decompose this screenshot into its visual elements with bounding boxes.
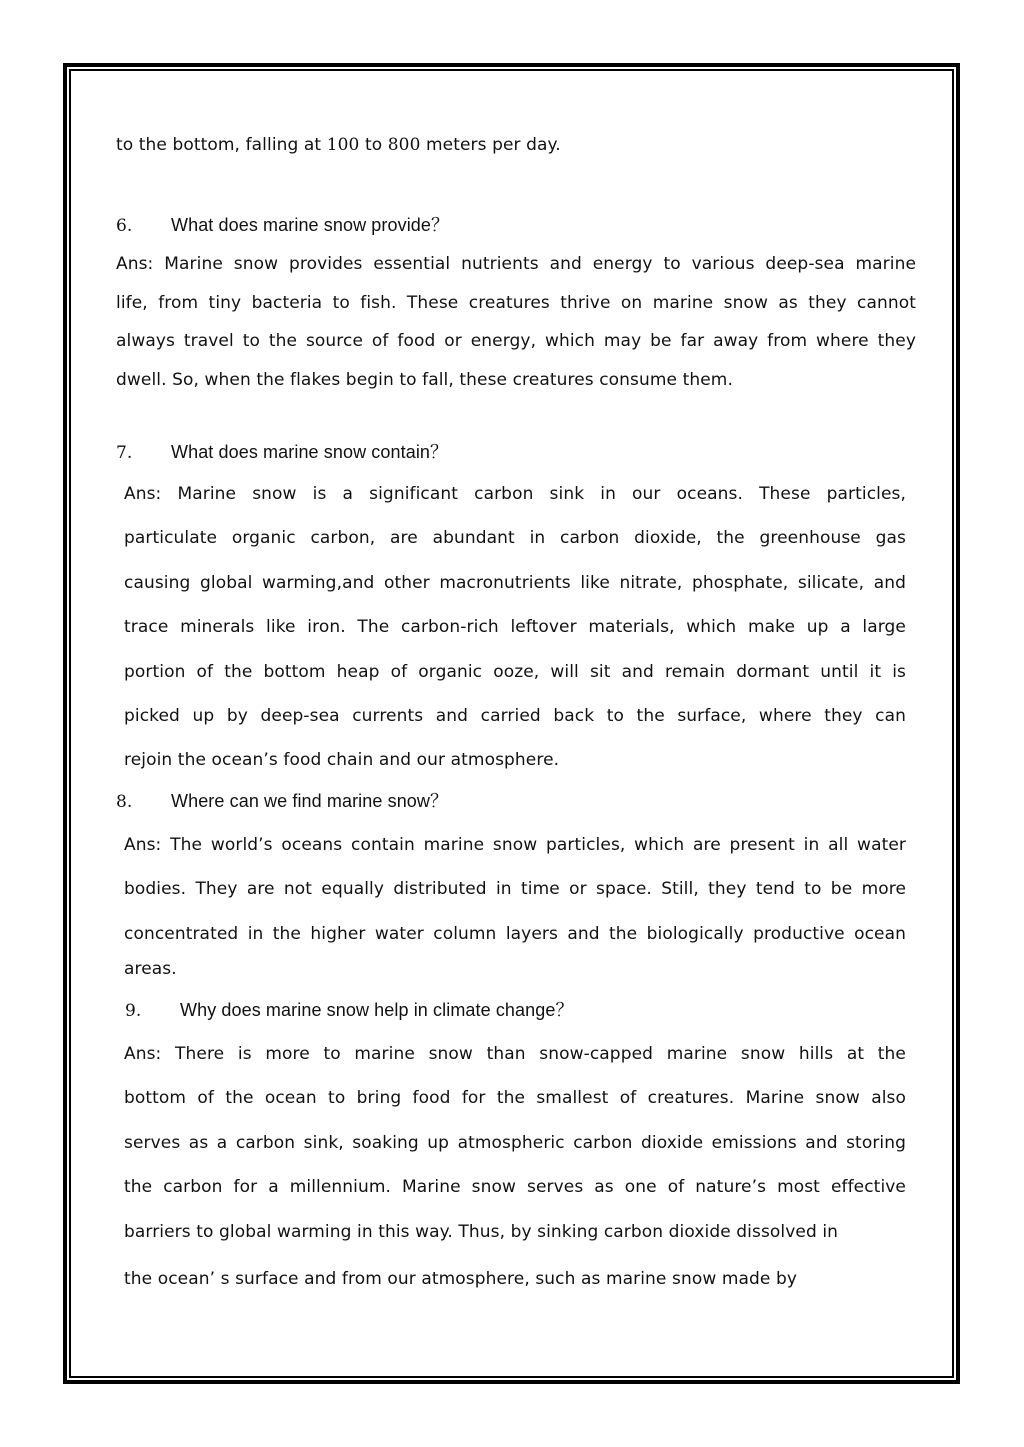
answer-line: barriers to global warming in this way. Thus, by sinking carbon dioxide dissolved in bbox=[124, 1221, 839, 1242]
question-number: 8. bbox=[116, 791, 133, 812]
question-9-heading bbox=[116, 996, 916, 1032]
answer-line: serves as a carbon sink, soaking up atmospheric carbon dioxide emissions and storing bbox=[124, 1132, 906, 1153]
answer-line: Ans: Marine snow provides essential nutrients and energy to various deep-sea marine bbox=[116, 254, 916, 274]
question-text: Why does marine snow help in climate change？ bbox=[180, 1000, 574, 1021]
question-6-heading bbox=[116, 211, 916, 245]
answer-7 bbox=[116, 472, 906, 783]
answer-line: life, from tiny bacteria to fish. These creatures thrive on marine snow as they cannot bbox=[116, 292, 916, 313]
answer-line: Ans: There is more to marine snow than snow-capped marine snow hills at the bbox=[124, 1044, 906, 1065]
question-number: 7. bbox=[116, 443, 133, 463]
question-text: What does marine snow provide？ bbox=[171, 215, 450, 235]
answer-8 bbox=[116, 823, 906, 982]
answer-line: bottom of the ocean to bring food for the smallest of creatures. Marine snow also bbox=[124, 1088, 906, 1109]
document-body bbox=[116, 135, 916, 1304]
answer-line: dwell. So, when the flakes begin to fall, these creatures consume them. bbox=[116, 369, 733, 390]
answer-line: trace minerals like iron. The carbon-rich leftover materials, which make up a large bbox=[124, 617, 906, 638]
question-number: 9. bbox=[125, 1001, 142, 1022]
intro-line: to the bottom, falling at 100 to 800 meters per day. bbox=[116, 135, 561, 155]
answer-line: picked up by deep-sea currents and carried back to the surface, where they can bbox=[124, 706, 906, 727]
answer-line: the ocean’ s surface and from our atmosphere, such as marine snow made by bbox=[124, 1269, 798, 1290]
answer-line: the carbon for a millennium. Marine snow serves as one of nature’s most effective bbox=[124, 1177, 906, 1198]
answer-line: always travel to the source of food or energy, which may be far away from where they bbox=[116, 331, 916, 351]
answer-line: areas. bbox=[124, 959, 177, 980]
question-8-heading bbox=[116, 787, 916, 823]
answer-9 bbox=[116, 1032, 906, 1304]
answer-line: concentrated in the higher water column layers and the biologically productive ocean bbox=[124, 923, 906, 944]
answer-6 bbox=[116, 245, 916, 399]
answer-line: Ans: Marine snow is a significant carbon sink in our oceans. These particles, bbox=[124, 484, 906, 504]
question-text: Where can we find marine snow？ bbox=[171, 790, 449, 811]
question-text: What does marine snow contain？ bbox=[171, 442, 449, 462]
question-number: 6. bbox=[116, 216, 133, 236]
answer-line: particulate organic carbon, are abundant in carbon dioxide, the greenhouse gas bbox=[124, 528, 906, 549]
answer-line: Ans: The world’s oceans contain marine snow particles, which are present in all water bbox=[124, 834, 906, 855]
answer-line: causing global warming,and other macronutrients like nitrate, phosphate, silicate, and bbox=[124, 572, 906, 593]
question-7-heading bbox=[116, 438, 916, 472]
answer-line: bodies. They are not equally distributed in time or space. Still, they tend to be more bbox=[124, 879, 906, 900]
answer-line: rejoin the ocean’s food chain and our atmosphere. bbox=[124, 750, 560, 771]
answer-line: portion of the bottom heap of organic ooze, will sit and remain dormant until it is bbox=[124, 661, 906, 682]
